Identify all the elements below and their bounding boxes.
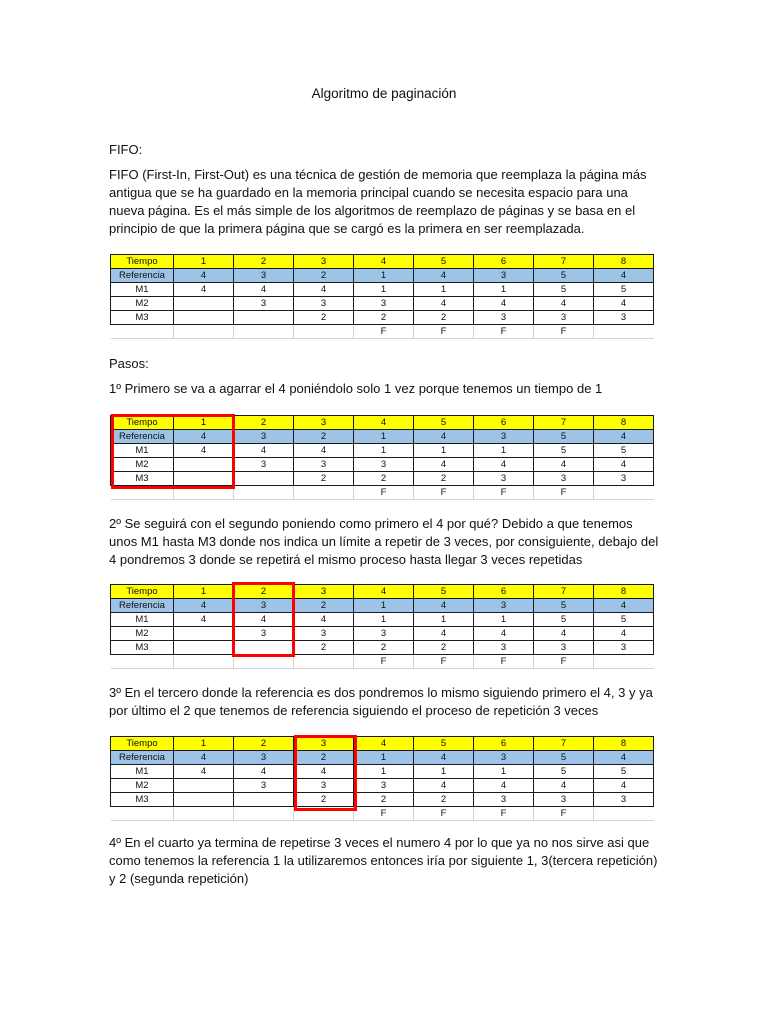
table-cell: 6 [474, 416, 534, 430]
table-cell: 4 [534, 627, 594, 641]
m1-row [111, 283, 654, 297]
table-cell: 2 [354, 472, 414, 486]
table-cell: 4 [414, 297, 474, 311]
m1-row [111, 444, 654, 458]
table-cell [234, 641, 294, 655]
table-cell: 2 [234, 416, 294, 430]
table-cell: 5 [534, 444, 594, 458]
table-cell: 8 [594, 255, 654, 269]
table-cell: 3 [234, 297, 294, 311]
table-cell [174, 458, 234, 472]
table-cell: 1 [174, 416, 234, 430]
table-cell: 3 [474, 751, 534, 765]
m3-row [111, 472, 654, 486]
table-cell: F [534, 325, 594, 339]
row-label-cell: Referencia [111, 599, 174, 613]
table-cell: F [414, 655, 474, 669]
table-cell: 3 [594, 641, 654, 655]
table-cell [174, 655, 234, 669]
table-cell: 2 [354, 641, 414, 655]
table-cell: 4 [234, 444, 294, 458]
table-cell: 5 [414, 585, 474, 599]
step-2-paragraph: 2º Se seguirá con el segundo poniendo como primero el 4 por qué? Debido a que tenemos unos M1 hasta M3 donde nos indica un límite a repetir de 3 veces, por consiguiente, debajo del 4 pondremos 3 donde se repetirá el mismo proceso hasta llegar 3 veces repetidas [109, 516, 659, 567]
row-label-cell: M3 [111, 472, 174, 486]
m3-row [111, 311, 654, 325]
table-cell [234, 325, 294, 339]
fifo-table-4 [110, 736, 654, 821]
table-cell: 3 [234, 269, 294, 283]
table-cell: 7 [534, 255, 594, 269]
table-cell: 3 [294, 297, 354, 311]
table-cell: 4 [534, 779, 594, 793]
table-cell: 1 [474, 283, 534, 297]
table-cell: 1 [354, 765, 414, 779]
table-cell: 4 [354, 737, 414, 751]
table-cell: 4 [414, 751, 474, 765]
table-cell: 2 [294, 599, 354, 613]
table-cell: 3 [234, 599, 294, 613]
table-cell: 4 [234, 613, 294, 627]
table-cell: F [474, 655, 534, 669]
table-cell: 4 [414, 269, 474, 283]
table-cell: 4 [174, 444, 234, 458]
fifo-table-1 [110, 254, 654, 339]
table-cell: 7 [534, 585, 594, 599]
table-cell [234, 311, 294, 325]
row-label-cell [111, 325, 174, 339]
table-cell [174, 779, 234, 793]
row-label-cell [111, 807, 174, 821]
table-cell: 6 [474, 255, 534, 269]
table-cell: F [414, 486, 474, 500]
row-label-cell [111, 655, 174, 669]
step-4-paragraph: 4º En el cuarto ya termina de repetirse 3 veces el numero 4 por lo que ya no nos sirve asi que como tenemos la referencia 1 la utilizaremos entonces iría por siguiente 1, 3(tercera repetición) y 2 (segunda repetición) [109, 835, 658, 886]
table-cell: 4 [594, 458, 654, 472]
table-cell: 2 [294, 269, 354, 283]
pasos-heading: Pasos: [109, 356, 149, 371]
table-cell: 3 [294, 585, 354, 599]
table-cell: 5 [594, 444, 654, 458]
fifo-table-2 [110, 415, 654, 500]
table-cell: 4 [534, 458, 594, 472]
referencia-row [111, 269, 654, 283]
table-cell: 3 [534, 311, 594, 325]
row-label-cell: Referencia [111, 430, 174, 444]
table-cell: 3 [594, 311, 654, 325]
table-cell: 3 [474, 599, 534, 613]
table-cell: 2 [294, 311, 354, 325]
table-cell: 1 [354, 283, 414, 297]
table-cell: 1 [354, 430, 414, 444]
table-cell: 3 [234, 779, 294, 793]
table-cell: 3 [534, 472, 594, 486]
table-cell: 3 [234, 458, 294, 472]
table-cell: 2 [414, 793, 474, 807]
table-cell: 3 [474, 311, 534, 325]
table-cell [234, 655, 294, 669]
table-cell: 2 [294, 793, 354, 807]
table-cell: 4 [174, 269, 234, 283]
table-cell: 2 [234, 737, 294, 751]
table-cell: 5 [534, 751, 594, 765]
table-cell: 3 [354, 627, 414, 641]
table-cell: 4 [414, 599, 474, 613]
table-cell: 4 [234, 765, 294, 779]
table-cell: 5 [594, 283, 654, 297]
referencia-row [111, 599, 654, 613]
table-cell [174, 641, 234, 655]
row-label-cell: Referencia [111, 751, 174, 765]
table-cell: 4 [174, 599, 234, 613]
table-cell: 4 [594, 627, 654, 641]
table-cell: 2 [234, 585, 294, 599]
table-cell: 3 [534, 793, 594, 807]
table-cell: 4 [474, 627, 534, 641]
table-cell [174, 486, 234, 500]
table-cell: 3 [294, 779, 354, 793]
table-cell: 4 [594, 779, 654, 793]
table-cell: F [414, 325, 474, 339]
table-cell [294, 486, 354, 500]
table-cell: 1 [354, 444, 414, 458]
table-cell: 1 [414, 765, 474, 779]
row-label-cell: M3 [111, 311, 174, 325]
row-label-cell: M1 [111, 613, 174, 627]
table-cell: F [474, 486, 534, 500]
table-cell [234, 486, 294, 500]
table-cell: 3 [294, 627, 354, 641]
table-cell: 1 [354, 269, 414, 283]
table-cell: 2 [294, 751, 354, 765]
m2-row [111, 627, 654, 641]
table-cell [174, 297, 234, 311]
table-cell [294, 807, 354, 821]
row-label-cell: Tiempo [111, 737, 174, 751]
table-cell: 3 [234, 751, 294, 765]
table-cell [594, 807, 654, 821]
table-cell: 4 [294, 444, 354, 458]
table-cell: 2 [234, 255, 294, 269]
fault-row [111, 655, 654, 669]
m1-row [111, 765, 654, 779]
table-cell: 4 [594, 751, 654, 765]
table-cell: 4 [414, 458, 474, 472]
row-label-cell: M3 [111, 641, 174, 655]
table-cell: F [474, 325, 534, 339]
table-cell: 8 [594, 737, 654, 751]
table-cell: 1 [414, 283, 474, 297]
table-cell: 5 [534, 283, 594, 297]
table-cell [234, 807, 294, 821]
tiempo-row [111, 737, 654, 751]
table-cell: 3 [594, 793, 654, 807]
table-cell [294, 655, 354, 669]
table-cell: F [534, 655, 594, 669]
table-cell: 5 [594, 765, 654, 779]
table-cell: 6 [474, 585, 534, 599]
row-label-cell: Tiempo [111, 255, 174, 269]
row-label-cell: M2 [111, 779, 174, 793]
table-cell: 4 [294, 283, 354, 297]
table-cell: 5 [414, 416, 474, 430]
tiempo-row [111, 585, 654, 599]
table-cell: 4 [174, 765, 234, 779]
table-cell: 1 [354, 751, 414, 765]
table-cell: F [534, 807, 594, 821]
table-cell: 4 [294, 765, 354, 779]
table-cell: 5 [534, 430, 594, 444]
table-cell [174, 627, 234, 641]
m3-row [111, 793, 654, 807]
row-label-cell: M2 [111, 458, 174, 472]
table-cell [174, 325, 234, 339]
table-cell: 4 [414, 627, 474, 641]
table-cell [594, 325, 654, 339]
row-label-cell: Referencia [111, 269, 174, 283]
table-cell: 3 [534, 641, 594, 655]
table-cell: 4 [534, 297, 594, 311]
table-cell: 3 [294, 255, 354, 269]
m2-row [111, 458, 654, 472]
table-cell: 5 [534, 765, 594, 779]
table-cell: 4 [594, 269, 654, 283]
table-cell: F [354, 486, 414, 500]
fifo-table-3 [110, 584, 654, 669]
table-cell: 4 [354, 585, 414, 599]
table-cell: 1 [354, 599, 414, 613]
table-cell [594, 486, 654, 500]
table-cell: 4 [474, 779, 534, 793]
table-cell: 4 [594, 599, 654, 613]
table-cell: 3 [354, 297, 414, 311]
row-label-cell [111, 486, 174, 500]
table-cell: 1 [354, 613, 414, 627]
table-cell: 4 [414, 430, 474, 444]
table-cell [234, 793, 294, 807]
table-cell [294, 325, 354, 339]
row-label-cell: Tiempo [111, 416, 174, 430]
referencia-row [111, 430, 654, 444]
table-cell: 1 [174, 585, 234, 599]
table-cell: 4 [174, 283, 234, 297]
table-cell: 1 [474, 613, 534, 627]
row-label-cell: M2 [111, 627, 174, 641]
table-cell: F [534, 486, 594, 500]
tiempo-row [111, 416, 654, 430]
table-cell: 8 [594, 585, 654, 599]
table-cell: 3 [234, 627, 294, 641]
table-cell: 2 [414, 311, 474, 325]
table-cell: 3 [594, 472, 654, 486]
fault-row [111, 807, 654, 821]
table-cell: F [354, 807, 414, 821]
fault-row [111, 325, 654, 339]
table-cell: 4 [174, 751, 234, 765]
table-cell: 7 [534, 416, 594, 430]
table-cell: 3 [474, 641, 534, 655]
table-cell [234, 472, 294, 486]
table-cell: F [354, 325, 414, 339]
table-cell [594, 655, 654, 669]
step-3-paragraph: 3º En el tercero donde la referencia es dos pondremos lo mismo siguiendo primero el 4, 3 y ya por último el 2 que tenemos de referencia siguiendo el proceso de repetición 3 veces [109, 685, 653, 718]
table-cell: 1 [174, 737, 234, 751]
m1-row [111, 613, 654, 627]
table-cell: 3 [354, 779, 414, 793]
table-cell [174, 807, 234, 821]
table-cell: 1 [474, 444, 534, 458]
table-cell: 5 [414, 737, 474, 751]
document-title: Algoritmo de paginación [311, 86, 457, 101]
table-cell: 5 [534, 613, 594, 627]
table-cell: 2 [414, 641, 474, 655]
table-cell: 1 [174, 255, 234, 269]
table-cell [174, 472, 234, 486]
table-cell: 1 [474, 765, 534, 779]
table-cell [174, 311, 234, 325]
m3-row [111, 641, 654, 655]
table-cell: 3 [354, 458, 414, 472]
table-cell [174, 793, 234, 807]
table-cell: 3 [474, 793, 534, 807]
row-label-cell: M2 [111, 297, 174, 311]
table-cell: 4 [234, 283, 294, 297]
table-cell: 4 [414, 779, 474, 793]
table-cell: 1 [414, 613, 474, 627]
table-cell: 6 [474, 737, 534, 751]
table-cell: 2 [294, 472, 354, 486]
step-1-paragraph: 1º Primero se va a agarrar el 4 poniéndolo solo 1 vez porque tenemos un tiempo de 1 [109, 381, 603, 396]
table-cell: 5 [594, 613, 654, 627]
row-label-cell: M1 [111, 765, 174, 779]
row-label-cell: M1 [111, 283, 174, 297]
referencia-row [111, 751, 654, 765]
table-cell: 7 [534, 737, 594, 751]
row-label-cell: Tiempo [111, 585, 174, 599]
intro-paragraph: FIFO (First-In, First-Out) es una técnica de gestión de memoria que reemplaza la página más antigua que se ha guardado en la memoria principal cuando se necesita espacio para una nueva página. Es el más simple de los algoritmos de reemplazo de páginas y se basa en el principio de que la primera página que se cargó es la primera en ser reemplazada. [109, 167, 647, 236]
table-cell: 4 [354, 255, 414, 269]
table-cell: 4 [354, 416, 414, 430]
table-cell: 5 [534, 599, 594, 613]
table-cell: 4 [174, 430, 234, 444]
m2-row [111, 297, 654, 311]
table-cell: 3 [474, 430, 534, 444]
table-cell: F [354, 655, 414, 669]
table-cell: F [474, 807, 534, 821]
table-cell: 3 [294, 458, 354, 472]
table-cell: 2 [414, 472, 474, 486]
table-cell: 5 [534, 269, 594, 283]
m2-row [111, 779, 654, 793]
table-cell: 3 [294, 416, 354, 430]
table-cell: 3 [474, 472, 534, 486]
table-cell: 4 [474, 458, 534, 472]
table-cell: 2 [294, 641, 354, 655]
table-cell: 4 [594, 430, 654, 444]
table-cell: 4 [474, 297, 534, 311]
table-cell: 4 [594, 297, 654, 311]
table-cell: 2 [354, 793, 414, 807]
table-cell: 3 [474, 269, 534, 283]
tiempo-row [111, 255, 654, 269]
table-cell: 3 [234, 430, 294, 444]
table-cell: 2 [294, 430, 354, 444]
table-cell: F [414, 807, 474, 821]
table-cell: 4 [174, 613, 234, 627]
table-cell: 3 [294, 737, 354, 751]
table-cell: 4 [294, 613, 354, 627]
table-cell: 1 [414, 444, 474, 458]
table-cell: 5 [414, 255, 474, 269]
fifo-heading: FIFO: [109, 142, 143, 157]
row-label-cell: M1 [111, 444, 174, 458]
fault-row [111, 486, 654, 500]
table-cell: 2 [354, 311, 414, 325]
row-label-cell: M3 [111, 793, 174, 807]
table-cell: 8 [594, 416, 654, 430]
